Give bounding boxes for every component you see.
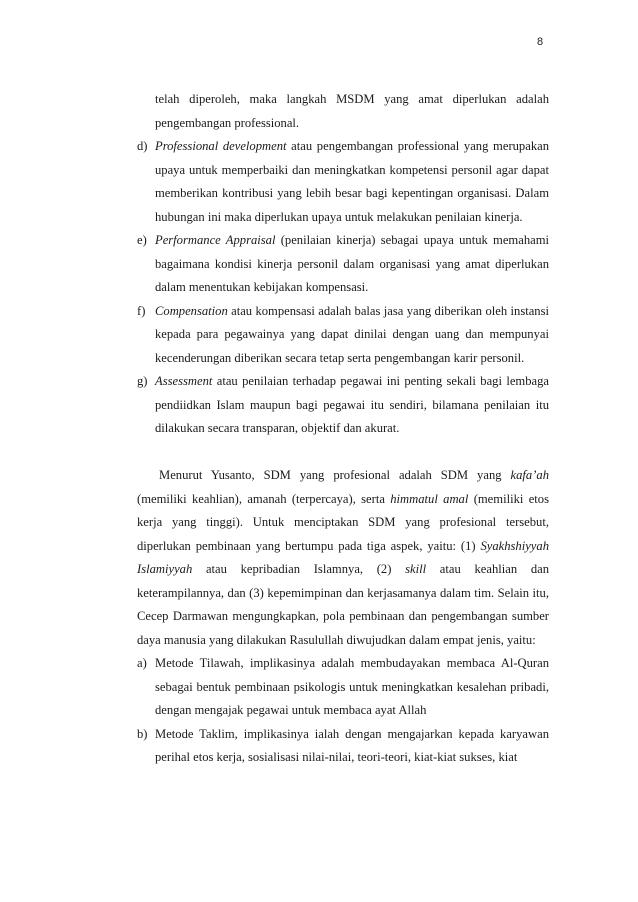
item-text: atau penilaian terhadap pegawai ini penting sekali bagi lembaga pendiidkan Islam maupun bagi pegawai itu sendiri, bilamana penilaian itu dilakukan secara transparan, objektif dan akurat. [155, 374, 549, 435]
list-marker: d) [137, 139, 148, 153]
body-paragraph [137, 464, 549, 652]
list-item [137, 723, 549, 770]
document-body [137, 88, 549, 770]
term: Performance Appraisal [155, 233, 276, 247]
list-item [137, 370, 549, 441]
methods-list [137, 652, 549, 770]
list-marker: e) [137, 233, 147, 247]
italic-term: himmatul amal [390, 491, 469, 506]
paragraph-text: (memiliki etos kerja yang tinggi). Untuk menciptakan SDM yang profesional tersebut, diperlukan pembinaan yang bertumpu pada tiga aspek, yaitu: (1) [137, 491, 549, 553]
page-number: 8 [537, 36, 544, 48]
list-marker: g) [137, 374, 148, 388]
item-text: (penilaian kinerja) sebagai upaya untuk memahami bagaimana kondisi kinerja personil dalam organisasi yang amat diperlukan dalam menentukan kebijakan kompensasi. [155, 233, 549, 294]
list-item [137, 300, 549, 371]
italic-term: kafa’ah [510, 468, 549, 482]
term: Assessment [155, 374, 213, 388]
item-text: Metode Taklim, implikasinya ialah dengan mengajarkan kepada karyawan perihal etos kerja, sosialisasi nilai-nilai, teori-teori, kiat-kiat sukses, kiat [155, 726, 549, 764]
opening-text: telah diperoleh, maka langkah MSDM yang amat diperlukan adalah pengembangan professional. [155, 92, 549, 130]
paragraph-text: Menurut Yusanto, SDM yang profesional adalah SDM yang [159, 468, 511, 482]
list-marker: f) [137, 303, 146, 318]
term: Compensation [155, 303, 228, 318]
list-item [137, 652, 549, 723]
list-item [137, 229, 549, 300]
item-text: atau kompensasi adalah balas jasa yang diberikan oleh instansi kepada para pegawainya yang dapat dinilai dengan uang dan mempunyai kecenderungan diberikan secara tetap serta pengembangan karir personil. [155, 303, 549, 365]
list-item [137, 135, 549, 229]
item-text: atau pengembangan professional yang merupakan upaya untuk memperbaiki dan meningkatkan kompetensi personil agar dapat memberikan kontribusi yang lebih besar bagi kepentingan organisasi. Dalam hubungan ini maka diperlukan upaya untuk melakukan penilaian kinerja. [155, 139, 549, 224]
paragraph-text: atau keahlian dan keterampilannya, dan (3) kepemimpinan dan kerjasamanya dalam tim. Selain itu, Cecep Darmawan mengungkapkan, pola pembinaan dan pengembangan sumber daya manusia yang dilakukan Rasulullah diwujudkan dalam empat jenis, yaitu: [137, 562, 549, 647]
item-text: Metode Tilawah, implikasinya adalah membudayakan membaca Al-Quran sebagai bentuk pembinaan psikologis untuk meningkatkan kesalehan pribadi, dengan mengajak pegawai untuk membaca ayat Allah [155, 656, 549, 717]
paragraph-text: (memiliki keahlian), amanah (terpercaya), serta [137, 491, 391, 506]
msdm-steps-list [137, 135, 549, 441]
list-marker: b) [137, 726, 148, 741]
italic-term: skill [405, 562, 427, 576]
italic-term: Syakhshiyyah Islamiyyah [137, 538, 549, 576]
term: Professional development [155, 139, 287, 153]
paragraph-text: atau kepribadian Islamnya, (2) [192, 562, 406, 576]
list-marker: a) [137, 656, 147, 670]
